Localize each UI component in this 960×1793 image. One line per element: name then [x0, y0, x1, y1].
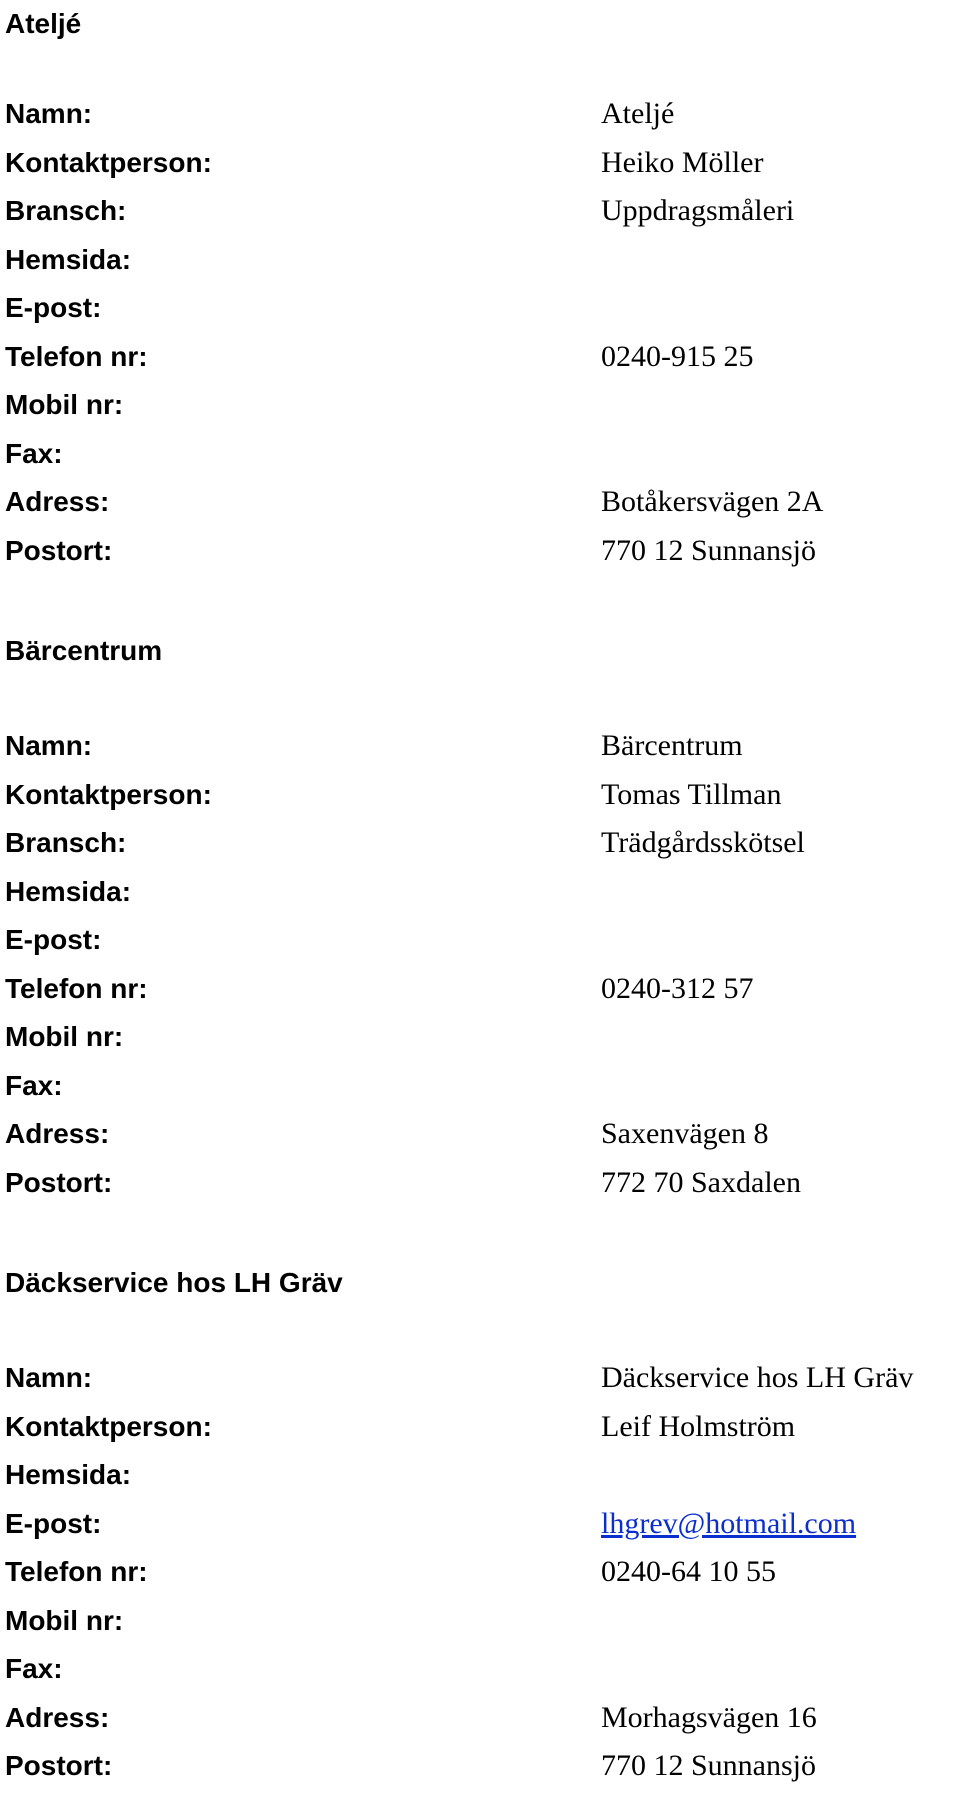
field-row-epost — [5, 916, 955, 965]
field-label: Telefon nr: — [5, 340, 148, 372]
field-row-epost — [5, 284, 955, 333]
field-row-telefon — [5, 1548, 955, 1597]
field-row-postort — [5, 1742, 955, 1791]
company-card-barcentrum — [5, 722, 955, 1207]
company-heading-atelje: Ateljé — [5, 8, 82, 39]
field-row-fax — [5, 1062, 955, 1111]
field-label: Kontaktperson: — [5, 1410, 212, 1442]
field-value: Trädgårdsskötsel — [601, 826, 805, 860]
field-label: Namn: — [5, 1362, 93, 1394]
field-value: Botåkersvägen 2A — [601, 485, 824, 519]
field-label: Fax: — [5, 1653, 63, 1685]
field-label: Adress: — [5, 1118, 110, 1150]
company-card-dackservice — [5, 1354, 955, 1791]
field-value: 772 70 Saxdalen — [601, 1165, 801, 1199]
field-label: Telefon nr: — [5, 972, 148, 1004]
field-row-mobil — [5, 1597, 955, 1646]
field-row-adress — [5, 1694, 955, 1743]
field-value: Heiko Möller — [601, 145, 764, 179]
field-label: Mobil nr: — [5, 1604, 124, 1636]
field-value: 0240-64 10 55 — [601, 1555, 776, 1589]
field-value: 770 12 Sunnansjö — [601, 1749, 817, 1783]
field-row-kontaktperson — [5, 1403, 955, 1452]
field-label: Bransch: — [5, 827, 127, 859]
field-row-namn — [5, 1354, 955, 1403]
field-label: Fax: — [5, 1069, 63, 1101]
field-value: Uppdragsmåleri — [601, 194, 795, 228]
field-row-fax — [5, 1645, 955, 1694]
field-label: Postort: — [5, 1166, 113, 1198]
field-row-postort — [5, 1159, 955, 1208]
field-label: Adress: — [5, 486, 110, 518]
field-label: E-post: — [5, 1507, 102, 1539]
field-label: Namn: — [5, 98, 93, 130]
field-value: Morhagsvägen 16 — [601, 1700, 817, 1734]
field-label: Hemsida: — [5, 1459, 132, 1491]
field-label: Hemsida: — [5, 875, 132, 907]
field-row-namn — [5, 90, 955, 139]
field-label: Telefon nr: — [5, 1556, 148, 1588]
company-card-atelje — [5, 90, 955, 575]
field-value: Bärcentrum — [601, 729, 743, 763]
field-row-adress — [5, 1110, 955, 1159]
field-row-hemsida — [5, 868, 955, 917]
field-row-hemsida — [5, 1451, 955, 1500]
field-label: Postort: — [5, 534, 113, 566]
field-label: Kontaktperson: — [5, 778, 212, 810]
email-link[interactable]: lhgrev@hotmail.com — [601, 1506, 857, 1540]
field-value: Ateljé — [601, 97, 675, 131]
field-label: Postort: — [5, 1750, 113, 1782]
field-label: Fax: — [5, 437, 63, 469]
company-heading-dackservice: Däckservice hos LH Gräv — [5, 1267, 343, 1298]
company-heading-barcentrum: Bärcentrum — [5, 635, 163, 666]
field-label: Bransch: — [5, 195, 127, 227]
field-row-mobil — [5, 381, 955, 430]
field-label: Mobil nr: — [5, 1021, 124, 1053]
field-row-postort — [5, 527, 955, 576]
field-row-namn — [5, 722, 955, 771]
field-row-bransch — [5, 187, 955, 236]
field-row-kontaktperson — [5, 771, 955, 820]
field-value: 770 12 Sunnansjö — [601, 533, 817, 567]
field-value: 0240-312 57 — [601, 971, 754, 1005]
field-row-epost — [5, 1500, 955, 1549]
field-row-mobil — [5, 1013, 955, 1062]
field-value: Däckservice hos LH Gräv — [601, 1361, 914, 1395]
field-label: Namn: — [5, 730, 93, 762]
field-label: Kontaktperson: — [5, 146, 212, 178]
field-label: Adress: — [5, 1701, 110, 1733]
field-row-telefon — [5, 333, 955, 382]
field-value: 0240-915 25 — [601, 339, 754, 373]
field-value: Leif Holmström — [601, 1409, 796, 1443]
field-row-bransch — [5, 819, 955, 868]
field-row-adress — [5, 478, 955, 527]
field-row-kontaktperson — [5, 139, 955, 188]
field-row-hemsida — [5, 236, 955, 285]
field-value: Saxenvägen 8 — [601, 1117, 769, 1151]
field-value: Tomas Tillman — [601, 777, 782, 811]
field-label: E-post: — [5, 292, 102, 324]
field-row-telefon — [5, 965, 955, 1014]
field-label: Mobil nr: — [5, 389, 124, 421]
field-label: E-post: — [5, 924, 102, 956]
field-row-fax — [5, 430, 955, 479]
field-label: Hemsida: — [5, 243, 132, 275]
